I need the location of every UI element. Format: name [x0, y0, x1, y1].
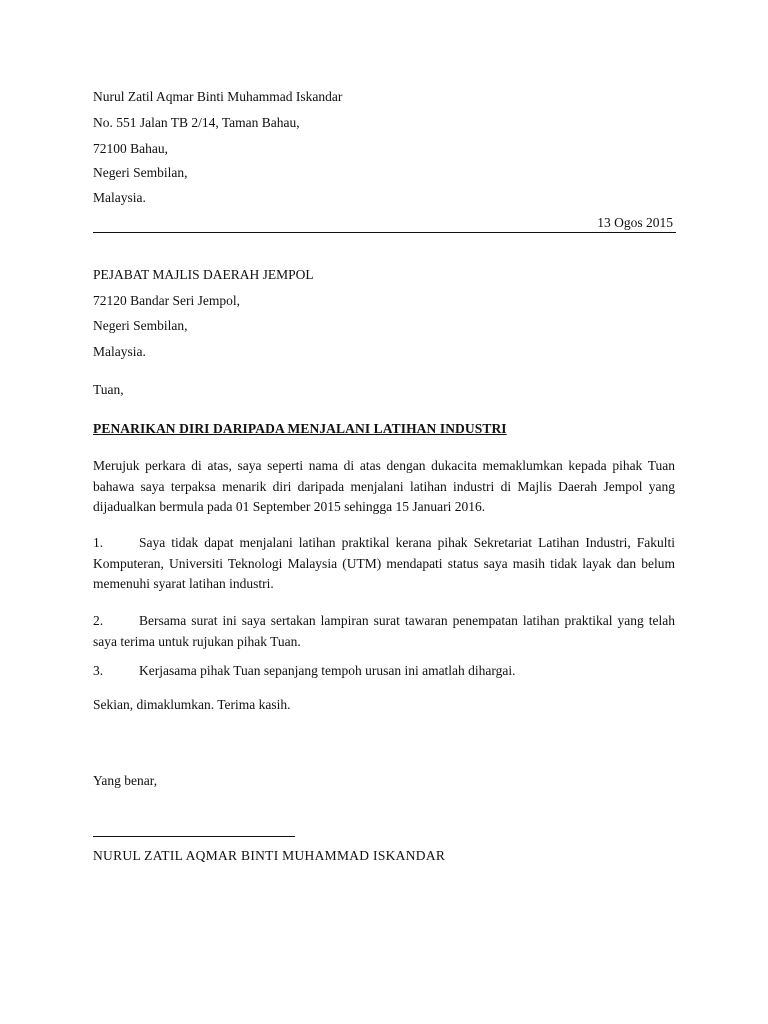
sender-address-line-4: Malaysia. — [93, 190, 146, 205]
letter-page — [93, 0, 675, 1024]
sender-address-line-2: 72100 Bahau, — [93, 141, 168, 156]
recipient-address-line-2: Negeri Sembilan, — [93, 318, 188, 333]
sign-off: Yang benar, — [93, 773, 158, 788]
signature-line — [93, 836, 295, 837]
point-2-text: Bersama surat ini saya sertakan lampiran surat tawaran penempatan latihan praktikal yang telah saya terima untuk rujukan pihak Tuan. — [93, 613, 675, 649]
closing-line: Sekian, dimaklumkan. Terima kasih. — [93, 697, 291, 712]
point-1-text: Saya tidak dapat menjalani latihan praktikal kerana pihak Sekretariat Latihan Industri, Fakulti Komputeran, Universiti Teknologi Malaysia (UTM) mendapati status saya masih tidak layak dan belum memenuhi syarat latihan industri. — [93, 535, 675, 591]
point-3 — [93, 662, 516, 680]
point-1 — [93, 533, 675, 595]
signatory-name: NURUL ZATIL AQMAR BINTI MUHAMMAD ISKANDAR — [93, 848, 446, 863]
point-3-number: 3. — [93, 663, 104, 678]
subject-heading: PENARIKAN DIRI DARIPADA MENJALANI LATIHAN INDUSTRI — [93, 421, 507, 436]
header-divider — [93, 232, 676, 233]
point-2-number: 2. — [93, 613, 104, 628]
recipient-address-line-1: 72120 Bandar Seri Jempol, — [93, 293, 240, 308]
sender-address-line-1: No. 551 Jalan TB 2/14, Taman Bahau, — [93, 115, 300, 130]
intro-paragraph: Merujuk perkara di atas, saya seperti nama di atas dengan dukacita memaklumkan kepada pihak Tuan bahawa saya terpaksa menarik diri daripada menjalani latihan industri di Majlis Daerah Jempol yang dijadualkan bermula pada 01 September 2015 sehingga 15 Januari 2016. — [93, 458, 675, 514]
letter-date: 13 Ogos 2015 — [597, 215, 673, 230]
sender-address-line-3: Negeri Sembilan, — [93, 165, 188, 180]
sender-name: Nurul Zatil Aqmar Binti Muhammad Iskandar — [93, 89, 343, 104]
point-3-text: Kerjasama pihak Tuan sepanjang tempoh urusan ini amatlah dihargai. — [139, 663, 516, 678]
recipient-address-line-3: Malaysia. — [93, 344, 146, 359]
salutation: Tuan, — [93, 382, 124, 397]
point-2 — [93, 611, 675, 652]
point-1-number: 1. — [93, 535, 104, 550]
recipient-name: PEJABAT MAJLIS DAERAH JEMPOL — [93, 267, 314, 282]
